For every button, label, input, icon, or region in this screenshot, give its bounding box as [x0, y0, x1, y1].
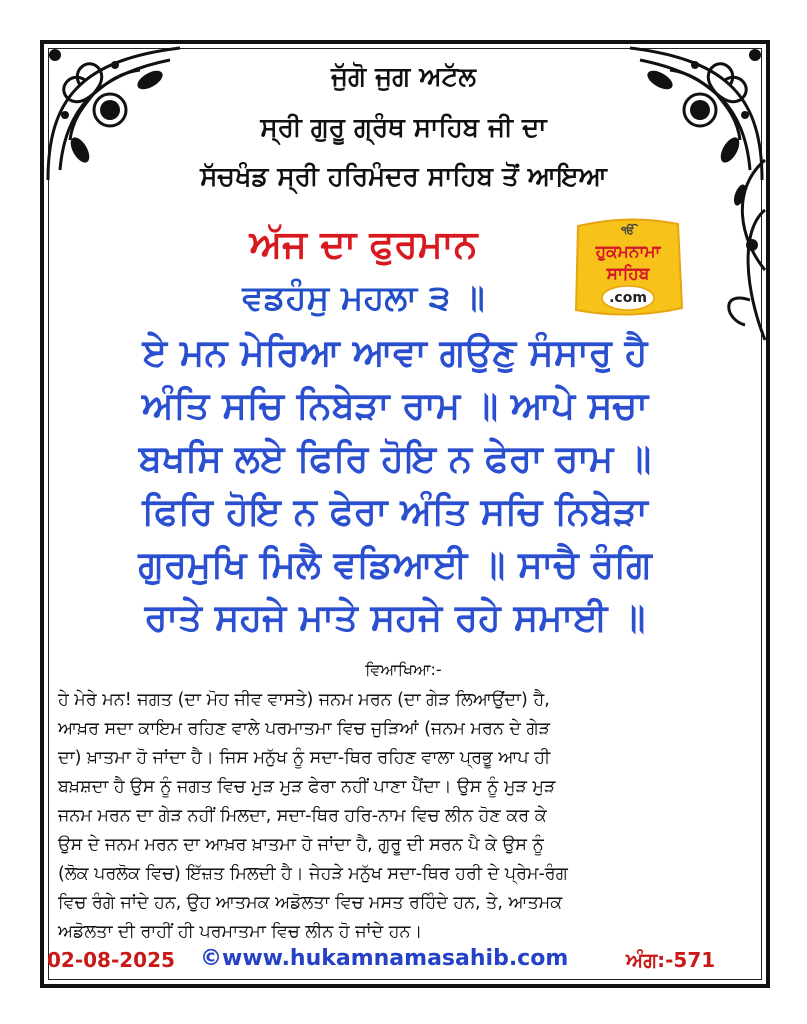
header-line-2: ਸ੍ਰੀ ਗੁਰੂ ਗ੍ਰੰਥ ਸਾਹਿਬ ਜੀ ਦਾ — [260, 113, 547, 143]
explanation-line: ਬਖ਼ਸ਼ਦਾ ਹੈ ਉਸ ਨੂੰ ਜਗਤ ਵਿਚ ਮੁੜ ਮੁੜ ਫੇਰਾ ਨਹੀਂ ਪਾਣਾ ਪੈਂਦਾ। ਉਸ ਨੂੰ ਮੁੜ ਮੁੜ — [58, 777, 556, 797]
verse-line: ਬਖਸਿ ਲਏ ਫਿਰਿ ਹੋਇ ਨ ਫੇਰਾ ਰਾਮ ॥ — [138, 437, 652, 480]
explanation-line: ਜਨਮ ਮਰਨ ਦਾ ਗੇੜ ਨਹੀਂ ਮਿਲਦਾ, ਸਦਾ-ਥਿਰ ਹਰਿ-ਨਾਮ ਵਿਚ ਲੀਨ ਹੋਣ ਕਰ ਕੇ — [58, 806, 547, 826]
gurbani-verse — [50, 326, 740, 644]
explanation-line: ਅਡੋਲਤਾ ਦੀ ਰਾਹੀਂ ਹੀ ਪਰਮਾਤਮਾ ਵਿਚ ਲੀਨ ਹੋ ਜਾਂਦੇ ਹਨ। — [58, 922, 423, 942]
header-line-1: ਜੁੱਗੋ ਜੁਗ ਅਟੱਲ — [331, 62, 476, 92]
footer-date: 02-08-2025 — [47, 948, 175, 972]
verse-line: ਗੁਰਮੁਖਿ ਮਿਲੈ ਵਡਿਆਈ ॥ ਸਾਚੈ ਰੰਗਿ — [138, 543, 652, 586]
footer-ang-number: ਅੰਗ:-571 — [626, 948, 716, 972]
explanation-line: ਆਖ਼ਰ ਸਦਾ ਕਾਇਮ ਰਹਿਣ ਵਾਲੇ ਪਰਮਾਤਮਾ ਵਿਚ ਜੁੜਿਆਂ (ਜਨਮ ਮਰਨ ਦੇ ਗੇੜ — [58, 719, 551, 739]
header-line-3: ਸੱਚਖੰਡ ਸ੍ਰੀ ਹਰਿਮੰਦਰ ਸਾਹਿਬ ਤੋਂ ਆਇਆ — [200, 162, 607, 192]
logo-line-1: ਹੁਕਮਨਾਮਾ — [595, 242, 661, 262]
explanation-heading: ਵਿਆਖਿਆ:- — [365, 660, 442, 679]
explanation-text — [58, 686, 758, 947]
explanation-line: ਦਾ) ਖ਼ਾਤਮਾ ਹੋ ਜਾਂਦਾ ਹੈ। ਜਿਸ ਮਨੁੱਖ ਨੂੰ ਸਦਾ-ਥਿਰ ਰਹਿਣ ਵਾਲਾ ਪ੍ਰਭੂ ਆਪ ਹੀ — [58, 748, 551, 768]
verse-line: ਫਿਰਿ ਹੋਇ ਨ ਫੇਰਾ ਅੰਤਿ ਸਚਿ ਨਿਬੇੜਾ — [142, 490, 648, 533]
logo-line-2: ਸਾਹਿਬ — [606, 264, 650, 284]
explanation-line: ਉਸ ਦੇ ਜਨਮ ਮਰਨ ਦਾ ਆਖ਼ਰ ਖ਼ਾਤਮਾ ਹੋ ਜਾਂਦਾ ਹੈ, ਗੁਰੂ ਦੀ ਸਰਨ ਪੈ ਕੇ ਉਸ ਨੂੰ — [58, 835, 544, 855]
explanation-line: ਵਿਚ ਰੰਗੇ ਜਾਂਦੇ ਹਨ, ਉਹ ਆਤਮਕ ਅਡੋਲਤਾ ਵਿਚ ਮਸਤ ਰਹਿੰਦੇ ਹਨ, ਤੇ, ਆਤਮਕ — [58, 893, 563, 913]
footer-website-link[interactable]: ©www.hukamnamasahib.com — [200, 946, 569, 971]
verse-line: ਅੰਤਿ ਸਚਿ ਨਿਬੇੜਾ ਰਾਮ ॥ ਆਪੇ ਸਚਾ — [141, 384, 649, 427]
logo-khanda-symbol: ੴ — [621, 224, 635, 237]
verse-line: ਏ ਮਨ ਮੇਰਿਆ ਆਵਾ ਗਉਣੁ ਸੰਸਾਰੁ ਹੈ — [142, 331, 648, 374]
verse-line: ਰਾਤੇ ਸਹਜੇ ਮਾਤੇ ਸਹਜੇ ਰਹੇ ਸਮਾਈ ॥ — [144, 596, 646, 639]
page-title: ਅੱਜ ਦਾ ਫੁਰਮਾਨ — [249, 222, 478, 266]
explanation-line: ਹੇ ਮੇਰੇ ਮਨ! ਜਗਤ (ਦਾ ਮੋਹ ਜੀਵ ਵਾਸਤੇ) ਜਨਮ ਮਰਨ (ਦਾ ਗੇੜ ਲਿਆਉਂਦਾ) ਹੈ, — [58, 690, 550, 710]
explanation-line: (ਲੋਕ ਪਰਲੋਕ ਵਿਚ) ਇੱਜ਼ਤ ਮਿਲਦੀ ਹੈ। ਜੇਹੜੇ ਮਨੁੱਖ ਸਦਾ-ਥਿਰ ਹਰੀ ਦੇ ਪ੍ਰੇਮ-ਰੰਗ — [58, 864, 568, 884]
hukamnama-sahib-logo — [568, 212, 688, 322]
logo-line-3: .com — [609, 290, 647, 306]
raag-heading: ਵਡਹੰਸੁ ਮਹਲਾ ੩ ॥ — [242, 278, 485, 318]
